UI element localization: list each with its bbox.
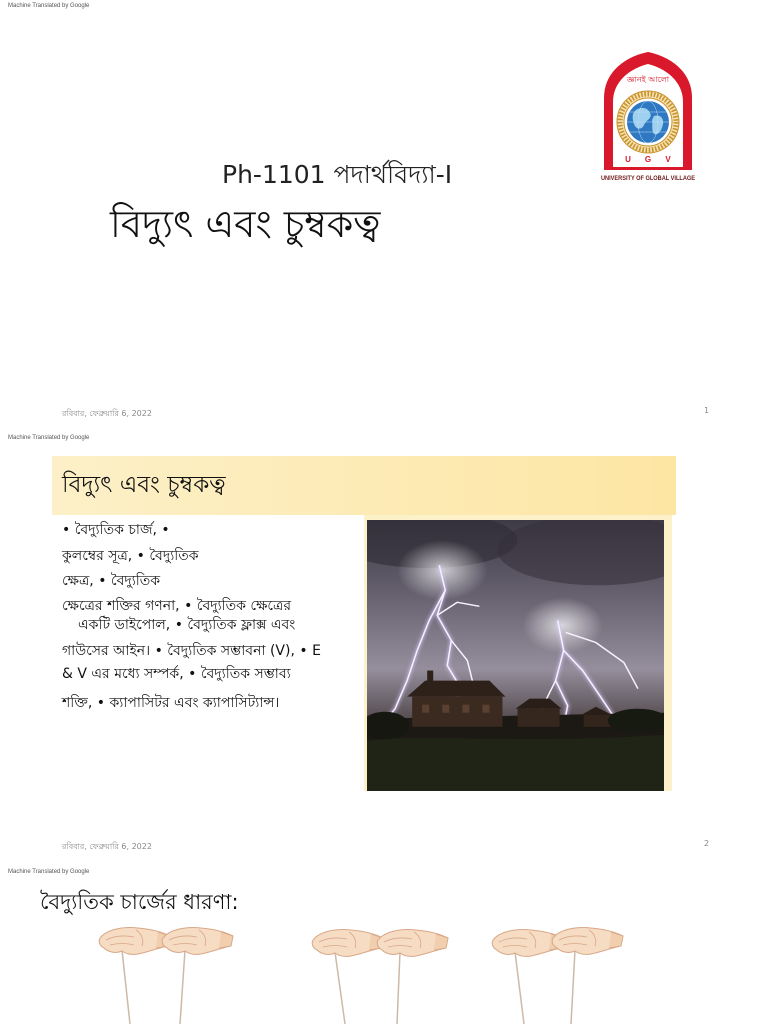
bullet-line: গাউসের আইন। • বৈদ্যুতিক সম্ভাবনা (V), • E — [62, 643, 321, 659]
page-number: 1 — [704, 406, 710, 415]
bullet-line: & V এর মধ্যে সম্পর্ক, • বৈদ্যুতিক সম্ভাব্য — [62, 666, 291, 682]
bullet-line: ক্ষেত্র, • বৈদ্যুতিক — [62, 573, 161, 589]
bullet-line: একটি ডাইপোল, • বৈদ্যুতিক ফ্লাক্স এবং — [78, 617, 296, 633]
slide-title: বিদ্যুৎ এবং চুম্বকত্ব — [110, 202, 381, 246]
hand-illustration — [312, 929, 383, 956]
machine-translation-watermark: Machine Translated by Google — [8, 435, 90, 441]
page-number: 2 — [704, 839, 710, 848]
hand-illustration — [552, 927, 623, 954]
thread-line — [571, 950, 575, 1024]
footer-date: রবিবার, ফেব্রুয়ারি 6, 2022 — [62, 409, 152, 418]
slide-3 — [0, 866, 768, 1024]
slide-1 — [0, 0, 768, 433]
lightning-photo — [367, 520, 664, 791]
thread-line — [335, 952, 345, 1024]
photo-frame — [364, 515, 672, 791]
hand-illustration — [377, 929, 448, 956]
bullet-line: শক্তি, • ক্যাপাসিটর এবং ক্যাপাসিট্যান্স। — [62, 695, 280, 711]
foreground-grass — [367, 735, 664, 791]
logo-motto: জ্ঞানই আলো — [626, 75, 670, 84]
course-title: Ph-1101 পদার্থবিদ্যা-I — [222, 160, 453, 189]
globe-icon — [627, 101, 669, 143]
hand-illustration — [162, 927, 233, 954]
bullet-line: • বৈদ্যুতিক চার্জ, • — [62, 522, 170, 538]
footer-date: রবিবার, ফেব্রুয়ারি 6, 2022 — [62, 842, 152, 851]
machine-translation-watermark: Machine Translated by Google — [8, 3, 90, 9]
slide-2 — [0, 434, 768, 865]
bullet-line: ক্ষেত্রের শক্তির গণনা, • বৈদ্যুতিক ক্ষেত্রের — [62, 598, 292, 614]
hand-illustration — [99, 927, 170, 954]
university-logo — [598, 50, 698, 190]
slide-title: বৈদ্যুতিক চার্জের ধারণা: — [40, 890, 239, 914]
slide-title: বিদ্যুৎ এবং চুম্বকত্ব — [62, 472, 226, 498]
logo-initial-v: V — [665, 155, 671, 164]
machine-translation-watermark: Machine Translated by Google — [8, 869, 90, 875]
logo-university-name: UNIVERSITY OF GLOBAL VILLAGE — [601, 175, 695, 182]
thread-line — [397, 952, 400, 1024]
thread-line — [180, 950, 185, 1024]
logo-initial-u: U — [625, 155, 631, 164]
hands-holding-threads-illustration — [0, 922, 768, 1024]
thread-line — [515, 952, 524, 1024]
title-band — [52, 456, 676, 515]
logo-initial-g: G — [644, 155, 652, 164]
bullet-line: কুলম্বের সূত্র, • বৈদ্যুতিক — [62, 548, 199, 564]
thread-line — [122, 950, 130, 1024]
